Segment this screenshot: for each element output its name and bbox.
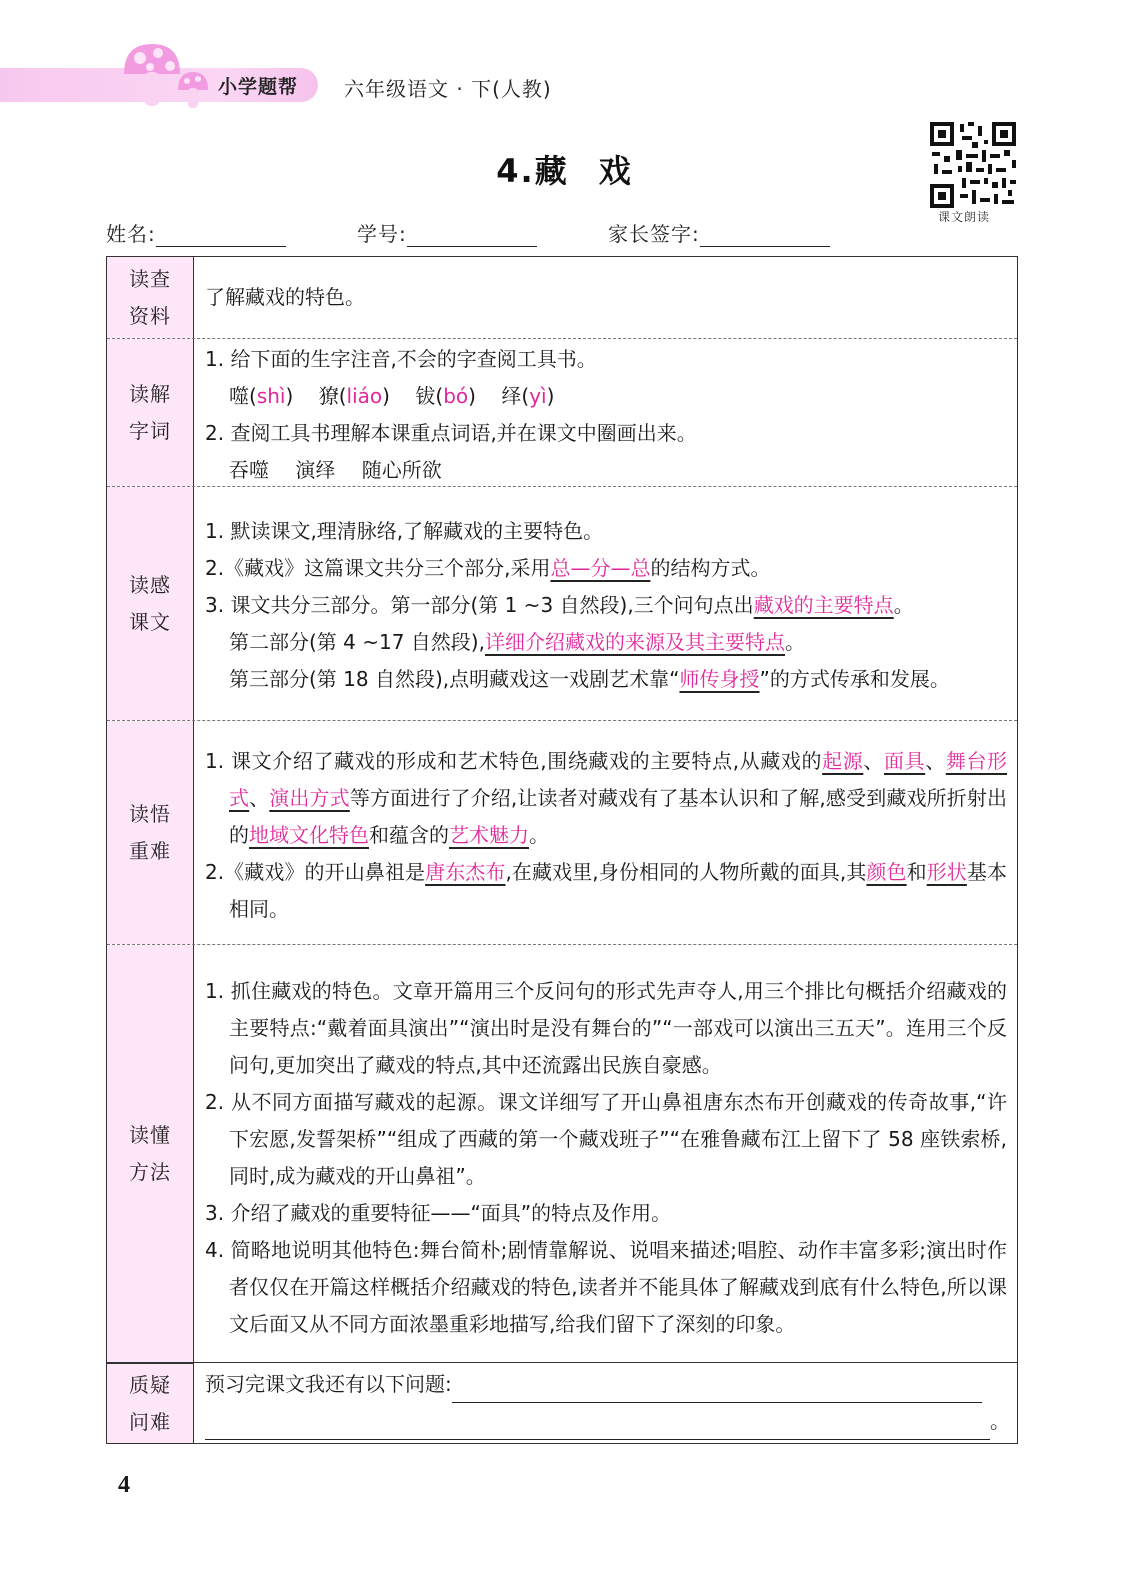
mushroom-small-icon <box>176 70 210 110</box>
question-prompt: 预习完课文我还有以下问题: <box>205 1372 452 1396</box>
answer-text[interactable]: 舞台形式 <box>229 749 1008 810</box>
content-line: 1. 默读课文,理清脉络,了解藏戏的主要特色。 <box>205 519 604 543</box>
brand-label: 小学题帮 <box>218 76 299 98</box>
pinyin-item: 绎(yì) <box>501 384 555 408</box>
question-line: 。 <box>205 1403 1007 1440</box>
pinyin-item: 獠(liáo) <box>318 384 390 408</box>
answer-text[interactable]: 艺术魅力 <box>449 823 529 847</box>
method-item: 1. 抓住藏戏的特色。文章开篇用三个反问句的形式先声夺人,用三个排比句概括介绍藏戏的主要特点:“戴着面具演出”“演出时是没有舞台的”“一部戏可以演出三五天”。连用三个反问句,更加突出了藏戏的特点,其中还流露出民族自豪感。 <box>205 979 1007 1077</box>
row-content <box>205 513 1007 698</box>
answer-text[interactable]: 详细介绍藏戏的来源及其主要特点 <box>484 630 785 654</box>
pinyin-answer[interactable]: yì <box>529 384 547 408</box>
row-label <box>107 945 194 1362</box>
parent-signature-blank[interactable] <box>700 226 830 247</box>
pinyin-answer[interactable]: shì <box>256 384 286 408</box>
label-line: 课文 <box>129 609 171 634</box>
question-line <box>205 1366 1007 1403</box>
preview-table <box>106 256 1018 1444</box>
student-id-label: 学号: <box>357 222 407 246</box>
method-item: 3. 介绍了藏戏的重要特征——“面具”的特点及作用。 <box>205 1201 672 1225</box>
answer-text[interactable]: 地域文化特色 <box>249 823 369 847</box>
label-line: 读懂 <box>129 1122 171 1147</box>
answer-text[interactable]: 总—分—总 <box>550 556 651 580</box>
pinyin-answer[interactable]: liáo <box>346 384 383 408</box>
student-id-blank[interactable] <box>407 226 537 247</box>
row-methods <box>107 945 1017 1363</box>
label-line: 读悟 <box>129 801 171 826</box>
label-line: 读感 <box>129 572 171 597</box>
answer-text[interactable]: 面具 <box>883 749 926 773</box>
label-line: 问难 <box>129 1409 171 1434</box>
answer-text[interactable]: 颜色 <box>866 860 907 884</box>
label-line: 字词 <box>129 418 171 443</box>
answer-text[interactable]: 藏戏的主要特点 <box>753 593 894 617</box>
qr-caption: 课文朗读 <box>938 210 991 224</box>
row-research <box>107 257 1017 339</box>
row-content <box>205 279 1007 316</box>
content-line: 3. 课文共分三部分。第一部分(第 1 ~3 自然段),三个问句点出藏戏的主要特点。 <box>205 593 914 617</box>
row-content <box>205 743 1007 928</box>
lesson-title-char-1: 藏 <box>534 152 569 190</box>
method-item: 4. 简略地说明其他特色:舞台简朴;剧情靠解说、说唱来描述;唱腔、动作丰富多彩;演出时作者仅仅在开篇这样概括介绍藏戏的特色,读者并不能具体了解藏戏到底有什么特色,所以课文后面又从不同方面浓墨重彩地描写,给我们留下了深刻的印象。 <box>205 1238 1007 1336</box>
answer-text[interactable]: 演出方式 <box>269 786 350 810</box>
question-blank[interactable] <box>452 1380 982 1403</box>
paragraph: 2.《藏戏》的开山鼻祖是唐东杰布,在藏戏里,身份相同的人物所戴的面具,其颜色和形状基本相同。 <box>205 860 1007 921</box>
student-id-field[interactable] <box>357 218 537 247</box>
row-reading <box>107 487 1017 721</box>
content-line: 第二部分(第 4 ~17 自然段),详细介绍藏戏的来源及其主要特点。 <box>229 630 805 654</box>
lesson-title-char-2: 戏 <box>598 152 633 190</box>
label-line: 资料 <box>129 303 171 328</box>
name-field[interactable] <box>106 218 286 247</box>
answer-text[interactable]: 起源 <box>822 749 864 773</box>
row-key-points <box>107 721 1017 945</box>
label-line: 读查 <box>129 266 171 291</box>
pinyin-line <box>205 378 1007 415</box>
label-line: 读解 <box>129 381 171 406</box>
row-vocabulary <box>107 339 1017 487</box>
row-content <box>205 341 1007 489</box>
content-line: 1. 给下面的生字注音,不会的字查阅工具书。 <box>205 347 597 371</box>
row-label <box>107 257 194 338</box>
key-words: 吞噬 演绎 随心所欲 <box>229 458 442 482</box>
label-line: 重难 <box>129 838 171 863</box>
label-line: 质疑 <box>129 1372 171 1397</box>
content-line: 第三部分(第 18 自然段),点明藏戏这一戏剧艺术靠“师传身授”的方式传承和发展。 <box>229 667 950 691</box>
row-label <box>107 1363 194 1443</box>
qr-code-icon[interactable] <box>928 120 1018 210</box>
row-label <box>107 339 194 486</box>
content-line: 2. 查阅工具书理解本课重点词语,并在课文中圈画出来。 <box>205 421 697 445</box>
answer-text[interactable]: 唐东杰布 <box>425 860 506 884</box>
parent-signature-label: 家长签字: <box>608 222 700 246</box>
pinyin-answer[interactable]: bó <box>443 384 469 408</box>
row-content <box>205 1366 1010 1440</box>
answer-text[interactable]: 形状 <box>926 860 967 884</box>
pinyin-item: 噬(shì) <box>229 384 294 408</box>
row-label <box>107 487 194 720</box>
method-item: 2. 从不同方面描写藏戏的起源。课文详细写了开山鼻祖唐东杰布开创藏戏的传奇故事,“许下宏愿,发誓架桥”“组成了西藏的第一个藏戏班子”“在雅鲁藏布江上留下了 58 座铁索桥,同时,成为藏戏的开山鼻祖”。 <box>205 1090 1007 1188</box>
row-questions <box>107 1363 1017 1443</box>
answer-text[interactable]: 师传身授 <box>679 667 760 691</box>
row-label <box>107 721 194 944</box>
question-blank[interactable] <box>205 1417 990 1440</box>
mushroom-icon <box>120 40 184 110</box>
book-title: 六年级语文 · 下(人教) <box>344 77 552 101</box>
content-line: 2.《藏戏》这篇课文共分三个部分,采用总—分—总的结构方式。 <box>205 556 771 580</box>
name-label: 姓名: <box>106 222 156 246</box>
row-content <box>205 973 1007 1343</box>
content-line: 了解藏戏的特色。 <box>205 285 365 309</box>
row-divider <box>106 1362 1018 1363</box>
page-number: 4 <box>118 1472 130 1498</box>
paragraph: 1. 课文介绍了藏戏的形成和艺术特色,围绕藏戏的主要特点,从藏戏的起源、面具、舞台形式、演出方式等方面进行了介绍,让读者对藏戏有了基本认识和了解,感受到藏戏所折射出的地域文化特色和蕴含的艺术魅力。 <box>205 749 1008 847</box>
lesson-number: 4. <box>496 152 535 190</box>
pinyin-item: 钹(bó) <box>415 384 476 408</box>
name-blank[interactable] <box>156 226 286 247</box>
parent-signature-field[interactable] <box>608 218 830 247</box>
label-line: 方法 <box>129 1159 171 1184</box>
